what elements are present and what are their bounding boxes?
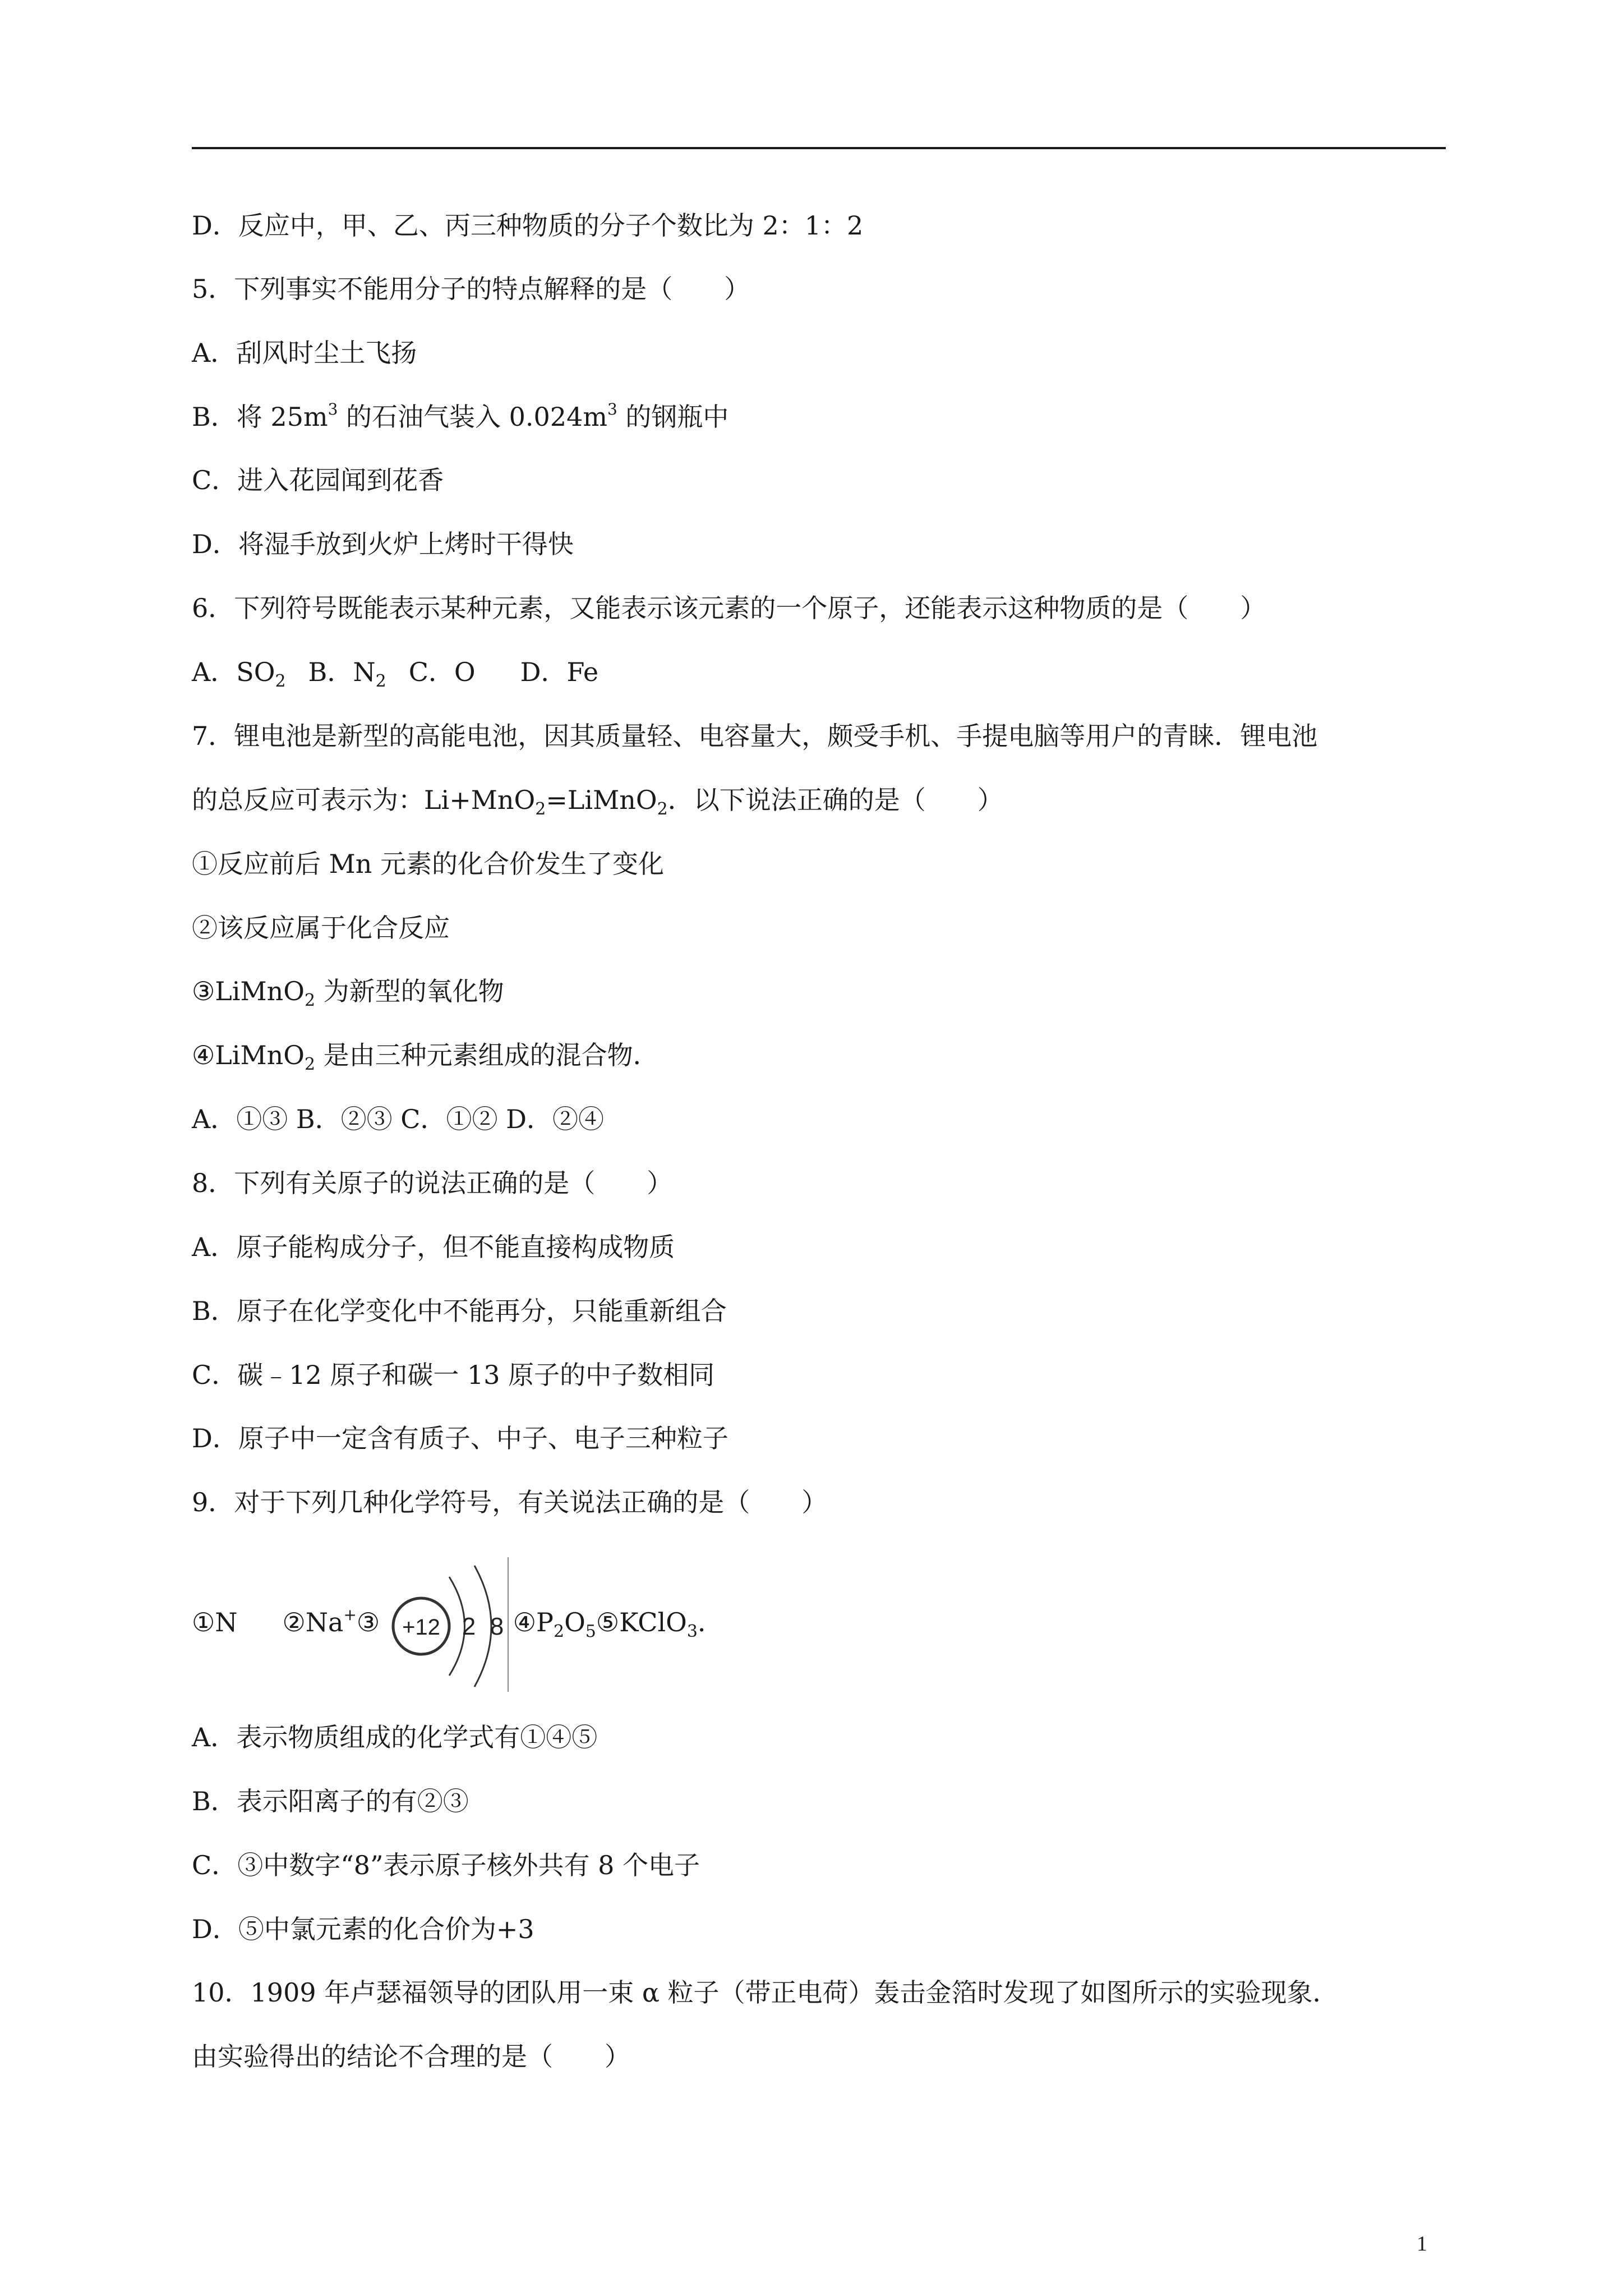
- q9-symbols: ①N ②Na+③ +12 2 8 $④P_2O_5⑤KClO_3$．: [192, 1549, 723, 1695]
- q7-statement-2: ②该反应属于化合反应: [192, 913, 450, 943]
- q10-stem-line2: 由实验得出的结论不合理的是（ ）: [192, 2041, 630, 2072]
- q8-option-a: A．原子能构成分子，但不能直接构成物质: [192, 1232, 675, 1262]
- q8-option-d: D．原子中一定含有质子、中子、电子三种粒子: [192, 1423, 728, 1453]
- q5-option-b: B．将 $25m^3$ 的石油气装入 $0.024m^3$ 的钢瓶中: [192, 400, 729, 432]
- q9-option-b: B．表示阳离子的有②③: [192, 1786, 469, 1816]
- q9-option-d: D．⑤中氯元素的化合价为+3: [192, 1914, 534, 1944]
- q7-stem-line2: 的总反应可表示为：Li+MnO$_2$=LiMnO$_2$．以下说法正确的是（ ）: [192, 785, 1003, 819]
- atom-structure-diagram: [390, 1554, 511, 1695]
- q5-option-a: A．刮风时尘土飞扬: [192, 338, 417, 368]
- shell-2-count: 8: [490, 1613, 504, 1640]
- q9-option-a: A．表示物质组成的化学式有①④⑤: [192, 1722, 598, 1752]
- nucleus-label: +12: [402, 1615, 440, 1640]
- q7-statement-4: ④LiMnO$_2$ 是由三种元素组成的混合物．: [192, 1040, 659, 1074]
- q8-option-b: B．原子在化学变化中不能再分，只能重新组合: [192, 1296, 727, 1326]
- q7-stem-line1: 7．锂电池是新型的高能电池，因其质量轻、电容量大，颇受手机、手提电脑等用户的青睐．锂电池: [192, 721, 1318, 751]
- q5-stem: 5．下列事实不能用分子的特点解释的是（ ）: [192, 274, 750, 304]
- q5-option-c: C．进入花园闻到花香: [192, 465, 444, 495]
- q9-option-c: C．③中数字“8”表示原子核外共有 8 个电子: [192, 1850, 700, 1880]
- q8-option-c: C．碳﹣12 原子和碳一 13 原子的中子数相同: [192, 1360, 715, 1390]
- q6-stem: 6．下列符号既能表示某种元素，又能表示该元素的一个原子，还能表示这种物质的是（ ）: [192, 593, 1266, 623]
- q4-option-d: D．反应中，甲、乙、丙三种物质的分子个数比为 2：1：2: [192, 210, 864, 241]
- q9-stem: 9．对于下列几种化学符号，有关说法正确的是（ ）: [192, 1487, 828, 1517]
- q8-stem: 8．下列有关原子的说法正确的是（ ）: [192, 1168, 673, 1198]
- shell-1-count: 2: [462, 1613, 476, 1640]
- q6-options: A．$SO_2$ B．$N_2$ C．O D．Fe: [192, 657, 599, 691]
- page-number: 1: [1417, 2232, 1427, 2256]
- header-rule: [192, 147, 1446, 149]
- q7-statement-1: ①反应前后 Mn 元素的化合价发生了变化: [192, 849, 664, 879]
- q10-stem-line1: 10．1909 年卢瑟福领导的团队用一束 α 粒子（带正电荷）轰击金箔时发现了如图所示的实验现象．: [192, 1977, 1339, 2008]
- q7-options: A．①③ B．②③ C．①② D．②④: [192, 1104, 604, 1134]
- q5-option-d: D．将湿手放到火炉上烤时干得快: [192, 529, 574, 559]
- q7-statement-3: ③LiMnO$_2$ 为新型的氧化物: [192, 976, 504, 1010]
